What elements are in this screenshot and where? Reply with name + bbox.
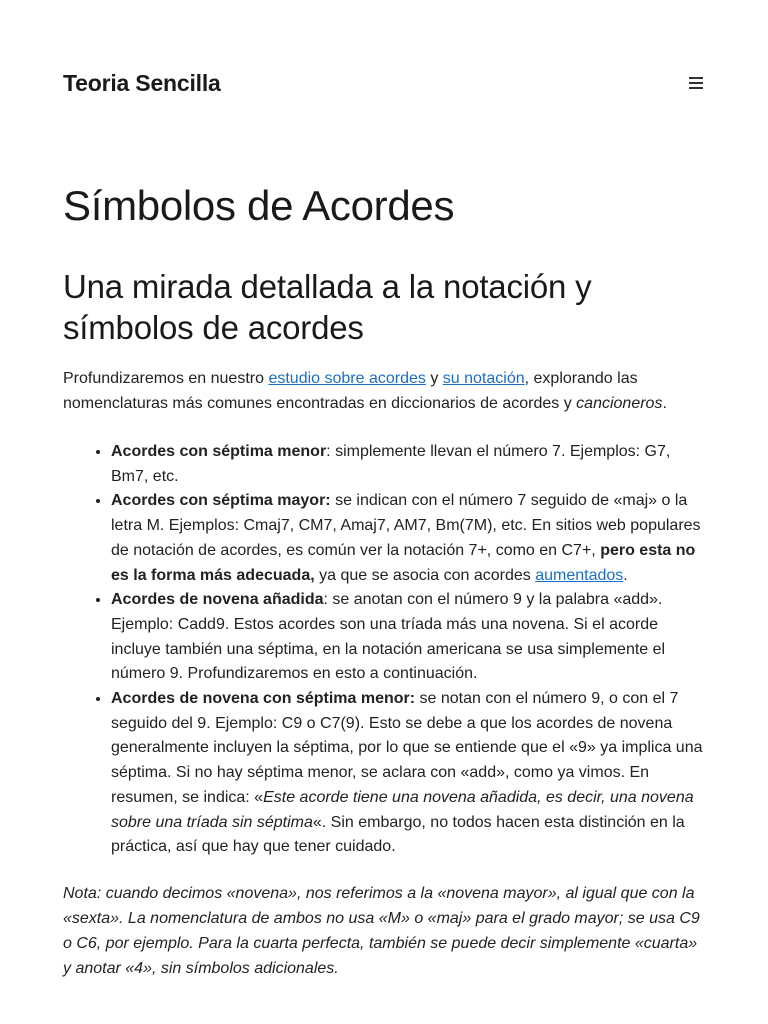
list-item-end: . <box>623 566 628 584</box>
list-item-text: se notan con el número 9, o con el 7 seguido del 9. Ejemplo: C9 o C7(9). Esto se debe a que los acordes de novena generalmente incluyen la séptima, por lo que se entiende que el «9» ya implica una séptima. Si no hay séptima menor, se aclara con «add», como ya vimos. En resumen, se indica: « <box>111 690 703 806</box>
site-header <box>63 0 706 160</box>
list-item-bold: Acordes con séptima mayor: <box>111 492 331 510</box>
article <box>63 182 706 981</box>
intro-end: . <box>662 395 667 412</box>
list-item <box>111 687 706 860</box>
link-su-notacion[interactable]: su notación <box>442 370 525 387</box>
link-estudio-acordes[interactable]: estudio sobre acordes <box>268 370 426 387</box>
intro-text-after: , explorando las nomenclaturas más comunes encontradas en diccionarios de acordes y <box>63 370 638 412</box>
site-title[interactable]: Teoria Sencilla <box>63 70 221 96</box>
hamburger-menu-icon[interactable] <box>688 77 704 91</box>
intro-text-before: Profundizaremos en nuestro <box>63 370 269 387</box>
chord-types-list <box>63 440 706 860</box>
list-item <box>111 489 706 588</box>
section-title: Una mirada detallada a la notación y símbolos de acordes <box>63 268 592 346</box>
intro-paragraph <box>63 366 706 416</box>
list-item-text-secondary: «. Sin embargo, no todos hacen esta distinción en la práctica, así que hay que tener cuidado. <box>111 813 685 856</box>
list-item-text: se indican con el número 7 seguido de «maj» o la letra M. Ejemplos: Cmaj7, CM7, Amaj7, AM7, Bm(7M), etc. En sitios web populares de notación de acordes, es común ver la notación 7+, como en C7+, <box>111 492 701 559</box>
list-item-text-secondary: ya que se asocia con acordes <box>314 566 536 584</box>
page-title: Símbolos de Acordes <box>63 182 455 229</box>
list-item-bold-secondary: pero esta no es la forma más adecuada, <box>111 541 696 584</box>
intro-emphasis: cancioneros <box>576 395 663 412</box>
list-item-text: : se anotan con el número 9 y la palabra «add». Ejemplo: Cadd9. Estos acordes son una tríada más una novena. Si el acorde incluye también una séptima, en la notación americana se usa simplemente el número 9. Profundizaremos en esto a continuación. <box>111 591 666 683</box>
list-item <box>111 440 706 489</box>
menu-line <box>689 77 703 79</box>
intro-text-between: y <box>425 370 443 387</box>
list-item-bold: Acordes de novena añadida <box>111 591 324 609</box>
menu-line <box>689 82 703 84</box>
list-item-text: : simplemente llevan el número 7. Ejemplos: G7, Bm7, etc. <box>111 443 671 485</box>
list-item-bold: Acordes con séptima menor <box>111 443 327 460</box>
menu-line <box>689 87 703 89</box>
note-paragraph: Nota: cuando decimos «novena», nos referimos a la «novena mayor», al igual que con la «sexta». La nomenclatura de ambos no usa «M» o «maj» para el grado mayor; se usa C9 o C6, por ejemplo. Para la cuarta perfecta, también se puede decir simplemente «cuarta» y anotar «4», sin símbolos adicionales. <box>63 884 700 977</box>
list-item-italic: Este acorde tiene una novena añadida, es decir, una novena sobre una tríada sin séptima <box>111 788 694 831</box>
list-item <box>111 588 706 687</box>
list-item-bold: Acordes de novena con séptima menor: <box>111 690 416 708</box>
link-aumentados[interactable]: aumentados <box>535 566 624 584</box>
